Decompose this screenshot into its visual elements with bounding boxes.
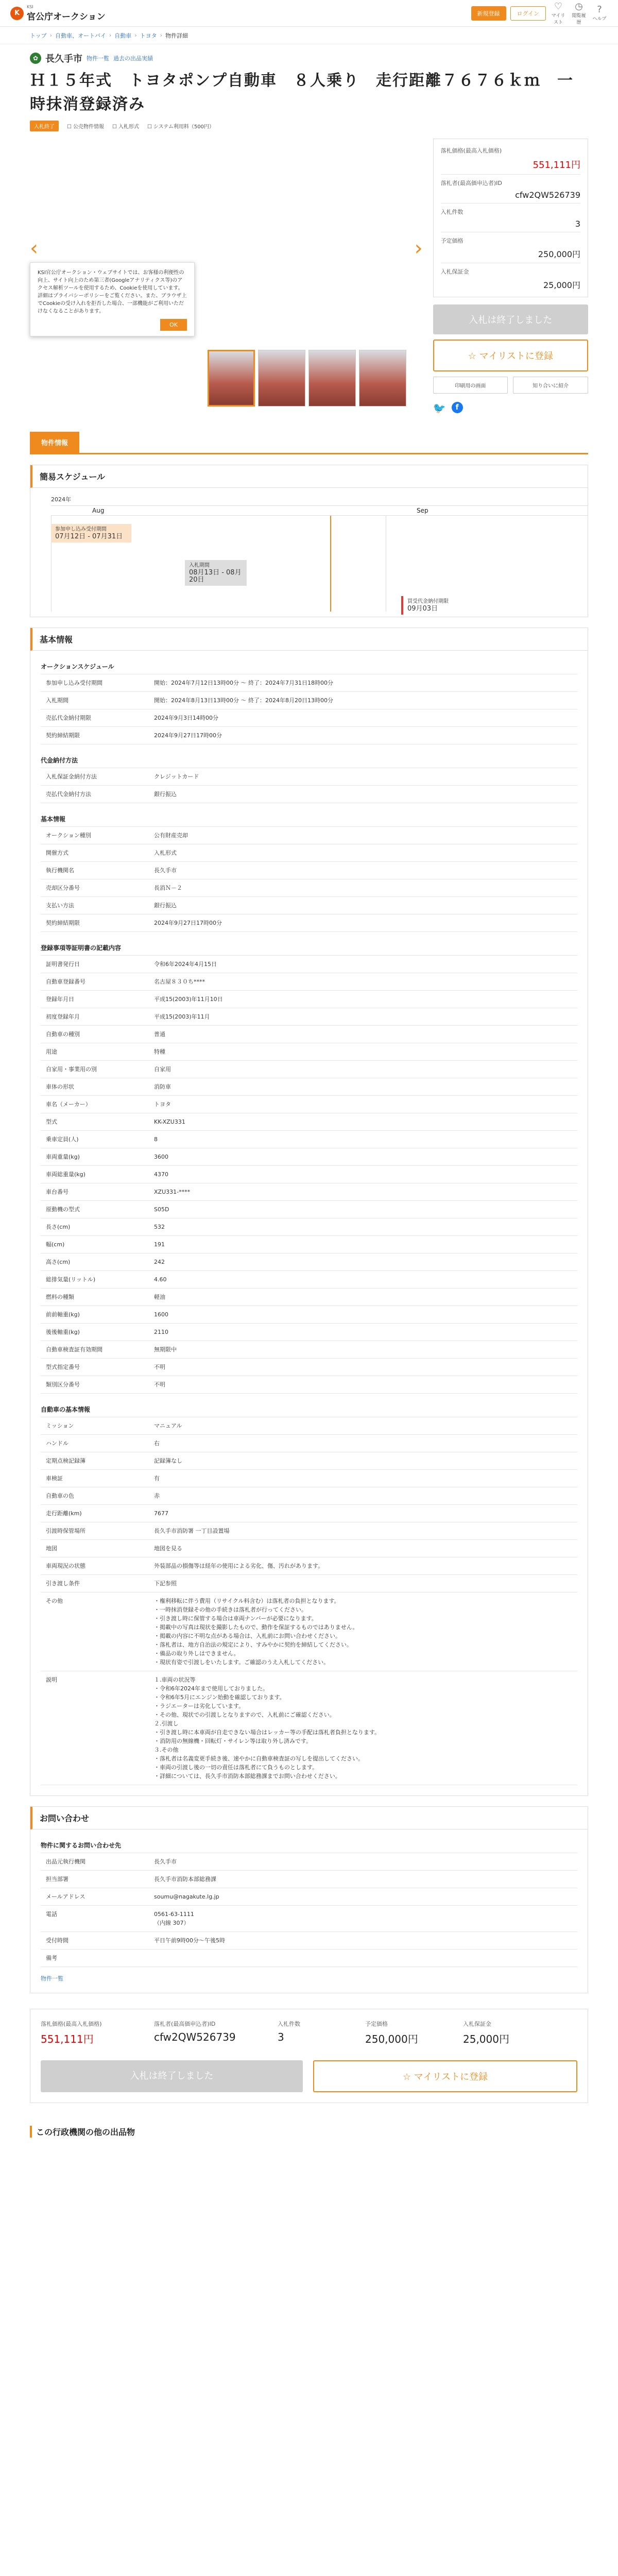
bottom-bidder-id: cfw2QW526739 — [154, 2031, 236, 2043]
info-row — [41, 1166, 577, 1183]
contact-section — [30, 1806, 588, 1993]
info-row — [41, 1505, 577, 1522]
org-history-link[interactable]: 過去の出品実績 — [113, 55, 153, 62]
info-value: マニュアル — [154, 1422, 182, 1429]
info-value: 入札形式 — [154, 850, 177, 856]
cookie-banner — [30, 262, 195, 336]
payment-table — [41, 768, 577, 803]
info-value: 外装部品の損傷等は経年の使用による劣化、傷、汚れがあります。 — [154, 1563, 324, 1569]
schedule-year: 2024年 — [51, 496, 71, 503]
bid-count: 3 — [575, 219, 580, 229]
info-key: 入札保証金納付方法 — [46, 773, 97, 780]
info-row — [41, 1271, 577, 1289]
info-key: 契約締結期限 — [46, 732, 80, 739]
info-key: 初度登録年月 — [46, 1013, 80, 1020]
info-key: 走行距離(km) — [46, 1510, 82, 1517]
tag-public-sale: ☐ 公売物件情報 — [67, 122, 104, 130]
info-row — [41, 727, 577, 744]
contact-heading: お問い合わせ — [30, 1807, 588, 1829]
info-key: メールアドレス — [46, 1893, 85, 1900]
info-value: 長久手市消防本部総務課 — [154, 1876, 216, 1883]
tag-bid-format: ☐ 入札形式 — [112, 122, 139, 130]
info-row — [41, 844, 577, 862]
info-key: 車検証 — [46, 1475, 63, 1482]
status-badge: 入札終了 — [30, 121, 59, 131]
tab-item-info[interactable]: 物件情報 — [30, 432, 79, 453]
today-marker — [330, 516, 331, 612]
info-value: 記録簿なし — [154, 1458, 182, 1464]
info-row — [41, 1008, 577, 1026]
info-value: 2024年9月27日17時00分 — [154, 920, 222, 926]
info-value: 2024年9月27日17時00分 — [154, 732, 222, 739]
deposit-label: 入札保証金 — [440, 268, 469, 275]
info-row — [41, 879, 577, 897]
image-gallery — [30, 139, 423, 413]
city-seal-icon: ✿ — [30, 53, 41, 64]
cookie-ok-button[interactable]: OK — [160, 319, 187, 331]
schedule-bar-application: 参加申し込み受付期間 07月12日 - 07月31日 — [51, 524, 131, 543]
registration-heading: 登録事項等証明書の記載内容 — [41, 944, 122, 952]
bid-count-label: 入札件数 — [440, 209, 464, 215]
breadcrumb-vehicles[interactable]: 自動車、オートバイ — [55, 32, 106, 39]
info-key: 車体の形状 — [46, 1083, 74, 1090]
contact-table — [41, 1853, 577, 1967]
info-row — [41, 1853, 577, 1871]
breadcrumb: トップ › 自動車、オートバイ › 自動車 › トヨタ › 物件詳細 — [0, 27, 618, 44]
bottom-price-bar: 落札価格(最高入札価格) 551,111円 落札者(最高価申込者)ID cfw2QW526739 入札件数 3 予定価格 250,000円 入札保証金 25,000円 入札は終了しました ☆ マイリストに登録 — [30, 2009, 588, 2103]
breadcrumb-top[interactable]: トップ — [30, 32, 47, 39]
thumbnail[interactable] — [308, 350, 356, 406]
info-row — [41, 709, 577, 727]
info-value: 名古屋８３０ち**** — [154, 978, 205, 985]
info-row — [41, 1289, 577, 1306]
info-value: 長久手市 — [154, 867, 177, 874]
schedule-bar-bidding: 入札期間 08月13日 - 08月20日 — [185, 560, 247, 586]
info-row — [41, 1148, 577, 1166]
info-value: 下記参照 — [154, 1580, 177, 1587]
info-value: 4.60 — [154, 1276, 167, 1283]
info-row — [41, 1201, 577, 1218]
site-header — [0, 0, 618, 27]
bottom-deposit: 25,000円 — [463, 2033, 509, 2045]
help-header-link[interactable]: ? ヘルプ — [591, 5, 608, 22]
info-key: 説明 — [46, 1676, 57, 1683]
info-value: トヨタ — [154, 1101, 171, 1108]
info-value: 開始：2024年8月13日13時00分 ～ 終了：2024年8月20日13時00分 — [154, 697, 333, 704]
info-value: 242 — [154, 1259, 165, 1265]
info-key: 引き渡し条件 — [46, 1580, 80, 1587]
basic-info-heading: 基本情報 — [30, 628, 588, 651]
info-row — [41, 1113, 577, 1131]
tag-system-fee: ☐ システム利用料（500円） — [147, 122, 214, 130]
contact-sub-heading: 物件に関するお問い合わせ先 — [41, 1842, 122, 1849]
info-value: S05D — [154, 1206, 169, 1213]
car-info-table — [41, 1417, 577, 1785]
info-key: 用途 — [46, 1048, 57, 1055]
mylist-header-link[interactable]: ♡ マイリスト — [550, 2, 566, 25]
schedule-chart — [30, 488, 588, 617]
schedule-section — [30, 465, 588, 617]
payment-heading: 代金納付方法 — [41, 757, 78, 764]
info-value: 無期限中 — [154, 1346, 177, 1353]
info-row — [41, 1888, 577, 1906]
info-row — [41, 1306, 577, 1324]
info-row — [41, 1522, 577, 1540]
info-value: 平日午前9時00分～午後5時 — [154, 1937, 225, 1944]
history-header-link[interactable]: ◷ 閲覧履歴 — [571, 2, 587, 25]
info-key: 燃料の種類 — [46, 1294, 74, 1300]
info-value: 不明 — [154, 1381, 165, 1388]
info-row — [41, 768, 577, 786]
info-row — [41, 1043, 577, 1061]
info-row — [41, 1376, 577, 1394]
info-row — [41, 1906, 577, 1932]
thumbnail-strip — [208, 350, 423, 406]
deposit: 25,000円 — [543, 280, 580, 290]
info-key: 前前軸重(kg) — [46, 1311, 80, 1318]
info-row — [41, 914, 577, 932]
info-value: 有 — [154, 1475, 160, 1482]
info-value: 公有財産売却 — [154, 832, 188, 839]
bottom-add-mylist-button[interactable]: ☆ マイリストに登録 — [313, 2060, 577, 2092]
info-value: 赤 — [154, 1493, 160, 1499]
info-row — [41, 1253, 577, 1271]
logo-mark: K — [10, 7, 24, 20]
base-info-heading: 基本情報 — [41, 816, 66, 823]
info-value: 長久手市 — [154, 1858, 177, 1865]
info-row — [41, 1026, 577, 1043]
print-button[interactable]: 印刷用の画面 — [433, 377, 508, 394]
bottom-bid-count: 3 — [278, 2031, 284, 2043]
info-row — [41, 1435, 577, 1452]
info-row — [41, 1932, 577, 1950]
bottom-bid-ended-button: 入札は終了しました — [41, 2060, 303, 2092]
item-title: Ｈ１５年式 トヨタポンプ自動車 ８人乗り 走行距離７６７６ｋｍ 一時抹消登録済み — [30, 72, 574, 113]
price-card — [433, 139, 588, 297]
facebook-icon[interactable]: f — [452, 402, 463, 413]
info-value: 令和6年2024年4月15日 — [154, 961, 217, 968]
info-key: オークション種別 — [46, 832, 91, 839]
info-key: 売却区分番号 — [46, 885, 80, 891]
info-value — [149, 1950, 577, 1967]
info-value: 1600 — [154, 1311, 168, 1318]
item-list-link[interactable]: 物件一覧 — [41, 1975, 63, 1982]
basic-info-section — [30, 628, 588, 1796]
info-key: 長さ(cm) — [46, 1224, 71, 1230]
info-row — [41, 1236, 577, 1253]
main-image[interactable] — [30, 139, 423, 381]
auction-schedule-heading: オークションスケジュール — [41, 663, 114, 670]
info-key: 登録年月日 — [46, 996, 74, 1003]
info-key: 参加申し込み受付期間 — [46, 680, 102, 686]
info-key: 引渡時保管場所 — [46, 1528, 85, 1534]
info-row — [41, 1557, 577, 1575]
info-key: 自動車検査証有効期間 — [46, 1346, 102, 1353]
info-key: 自動車登録番号 — [46, 978, 85, 985]
info-key: 売払代金納付方法 — [46, 791, 91, 798]
info-row — [41, 1324, 577, 1341]
info-value: ・権利移転に伴う費用（リサイクル料含む）は落札者の負担となります。 ・一時抹消登録その他の手続きは落札者が行ってください。 ・引き渡し時に保管する場合は車両ナンバーが必要になります。 ・掲載中の写真は現状を撮影したもので、動作を保証するものではありません。 ・掲載の内容に不明な点がある場合は、入札前にお問い合わせください。 ・落札者は、地方自治法の規定により、すみやかに契約を締結してください。 ・備品の取り外しはできません。 ・現状有姿で引渡しをいたします。ご確認のうえ入札してください。 — [154, 1598, 358, 1666]
thumbnail[interactable] — [208, 350, 255, 406]
info-key: 担当部署 — [46, 1876, 68, 1883]
info-row — [41, 1359, 577, 1376]
info-row — [41, 1417, 577, 1435]
info-key: 地図 — [46, 1545, 57, 1552]
info-key: 自家用・事業用の別 — [46, 1066, 97, 1073]
bottom-estimated-price: 250,000円 — [365, 2033, 418, 2045]
info-value: 普通 — [154, 1031, 165, 1038]
info-key: 乗車定員(人) — [46, 1136, 79, 1143]
info-key: 後後軸重(kg) — [46, 1329, 80, 1335]
info-row — [41, 1183, 577, 1201]
info-row — [41, 991, 577, 1008]
info-row — [41, 973, 577, 991]
info-row — [41, 955, 577, 973]
info-value: 8 — [154, 1136, 158, 1143]
info-key: 受付時間 — [46, 1937, 68, 1944]
car-info-heading: 自動車の基本情報 — [41, 1406, 91, 1413]
info-row — [41, 1218, 577, 1236]
share-button[interactable]: 知り合いに紹介 — [513, 377, 588, 394]
info-key: 幅(cm) — [46, 1241, 65, 1248]
breadcrumb-toyota[interactable]: トヨタ — [140, 32, 157, 39]
info-row — [41, 674, 577, 692]
info-row — [41, 1592, 577, 1671]
info-row — [41, 1871, 577, 1888]
thumbnail[interactable] — [258, 350, 305, 406]
item-tags — [30, 121, 588, 131]
info-row — [41, 692, 577, 709]
info-key: 売払代金納付期限 — [46, 715, 91, 721]
info-row — [41, 1096, 577, 1113]
info-value: KK-XZU331 — [154, 1118, 185, 1125]
estimated-price-label: 予定価格 — [440, 238, 464, 244]
info-key: 出品元執行機関 — [46, 1858, 85, 1865]
info-key: 高さ(cm) — [46, 1259, 71, 1265]
info-value: 532 — [154, 1224, 165, 1230]
org-row — [30, 52, 588, 65]
info-row — [41, 1540, 577, 1557]
info-value: 7677 — [154, 1510, 168, 1517]
info-value: 軽油 — [154, 1294, 165, 1300]
info-key: 車名（メーカー） — [46, 1101, 91, 1108]
bottom-current-price: 551,111円 — [41, 2033, 94, 2045]
info-key: 電話 — [46, 1911, 57, 1918]
auction-schedule-table — [41, 674, 577, 744]
info-value: 地図を見る — [154, 1545, 182, 1552]
heart-icon: ♡ — [554, 1, 563, 12]
info-key: 支払い方法 — [46, 902, 74, 909]
info-row — [41, 1452, 577, 1470]
registration-table — [41, 955, 577, 1394]
site-logo[interactable] — [10, 5, 106, 22]
current-price-label: 落札価格(最高入札価格) — [440, 147, 502, 154]
info-row — [41, 1341, 577, 1359]
info-value: 191 — [154, 1241, 165, 1248]
twitter-icon[interactable]: 🐦 — [433, 402, 446, 414]
other-items-heading: この行政機関の他の出品物 — [30, 2126, 588, 2138]
info-value: １.車両の状況等 ・令和6年2024年まで使用しておりました。 ・令和6年5月にエンジン始動を確認しております。 ・ラジエーターは劣化しています。 ・その他、現状での引渡しとなりますので、入札前にご確認ください。 ２.引渡し ・引き渡し時に本車両が自走できない場合はレッカー等の手配は落札者負担となります。 ・消防用の無線機・回転灯・サイレン等は取り外し済みです。 ３.その他 ・落札者は名義変更手続き後、速やかに自動車検査証の写しを提出してください。 ・車両の引渡し後の一切の責任は落札者にて負うものとします。 ・詳細については、長久手市消防本部総務課までお問い合わせください。 — [154, 1676, 381, 1780]
info-value: 銀行振込 — [154, 902, 177, 909]
info-key: 型式 — [46, 1118, 57, 1125]
info-key: ハンドル — [46, 1440, 68, 1447]
info-row — [41, 897, 577, 914]
info-key: 型式指定番号 — [46, 1364, 80, 1370]
prev-arrow-icon[interactable]: ‹ — [30, 236, 38, 260]
bidder-id: cfw2QW526739 — [515, 190, 580, 200]
info-key: 車両重量(kg) — [46, 1154, 80, 1160]
info-value: 平成15(2003)年11月10日 — [154, 996, 223, 1003]
info-key: 定期点検記録簿 — [46, 1458, 85, 1464]
info-value: 自家用 — [154, 1066, 171, 1073]
next-arrow-icon[interactable]: › — [414, 236, 423, 260]
info-value: 銀行振込 — [154, 791, 177, 798]
breadcrumb-cars[interactable]: 自動車 — [114, 32, 132, 39]
info-value: 消防車 — [154, 1083, 171, 1090]
register-button[interactable]: 新規登録 — [471, 6, 506, 21]
info-value: 0561-63-1111 （内線 307） — [154, 1911, 194, 1926]
logo-sub: KSI — [27, 4, 33, 9]
estimated-price: 250,000円 — [538, 249, 580, 259]
help-icon: ? — [597, 4, 602, 15]
info-key: 類別区分番号 — [46, 1381, 80, 1388]
org-items-link[interactable]: 物件一覧 — [87, 55, 109, 62]
info-key: 車両現況の状態 — [46, 1563, 85, 1569]
info-row — [41, 1575, 577, 1592]
month-row — [51, 505, 588, 516]
tab-bar — [30, 432, 588, 454]
info-key: 車台番号 — [46, 1189, 68, 1195]
info-value: 不明 — [154, 1364, 165, 1370]
info-key: 備考 — [46, 1955, 57, 1961]
info-row — [41, 786, 577, 803]
info-key: 自動車の種別 — [46, 1031, 80, 1038]
thumbnail[interactable] — [359, 350, 406, 406]
clock-icon: ◷ — [575, 1, 583, 12]
info-value: 2024年9月3日14時00分 — [154, 715, 218, 721]
month-aug: Aug — [92, 507, 105, 514]
info-key: ミッション — [46, 1422, 74, 1429]
info-row — [41, 1487, 577, 1505]
info-row — [41, 1671, 577, 1785]
info-row — [41, 1950, 577, 1967]
info-value: 特種 — [154, 1048, 165, 1055]
info-key: 開催方式 — [46, 850, 68, 856]
logo-title: 官公庁オークション — [27, 11, 106, 22]
info-value: 開始：2024年7月12日13時00分 ～ 終了：2024年7月31日18時00分 — [154, 680, 333, 686]
info-value: クレジットカード — [154, 773, 199, 780]
info-row — [41, 1078, 577, 1096]
schedule-bar-payment: 買受代金納付期限 09月03日 — [401, 596, 473, 615]
bidder-id-label: 落札者(最高価申込者)ID — [440, 180, 502, 187]
info-value: 3600 — [154, 1154, 168, 1160]
breadcrumb-current: 物件詳細 — [165, 32, 188, 39]
schedule-heading: 簡易スケジュール — [30, 465, 588, 488]
bid-ended-button: 入札は終了しました — [433, 304, 588, 334]
info-row — [41, 1061, 577, 1078]
org-name[interactable]: 長久手市 — [45, 54, 82, 64]
price-sidebar — [433, 139, 588, 413]
info-value: 平成15(2003)年11月 — [154, 1013, 210, 1020]
month-sep: Sep — [417, 507, 428, 514]
info-row — [41, 862, 577, 879]
info-key: 証明書発行日 — [46, 961, 80, 968]
info-key: 自動車の色 — [46, 1493, 74, 1499]
current-price: 551,111円 — [533, 160, 580, 171]
info-key: 車両総重量(kg) — [46, 1171, 85, 1178]
info-key: 入札期間 — [46, 697, 68, 704]
login-button[interactable]: ログイン — [510, 6, 546, 21]
info-row — [41, 1470, 577, 1487]
info-key: 執行機関名 — [46, 867, 74, 874]
info-value: 2110 — [154, 1329, 168, 1335]
info-row — [41, 826, 577, 844]
info-value: 長消Ｎ－２ — [154, 885, 182, 891]
add-mylist-button[interactable]: ☆ マイリストに登録 — [433, 340, 588, 371]
info-key: 契約締結期限 — [46, 920, 80, 926]
info-row — [41, 1131, 577, 1148]
info-key: 原動機の型式 — [46, 1206, 80, 1213]
info-value: XZU331-**** — [154, 1189, 191, 1195]
info-value: 長久手市消防署 一丁目設置場 — [154, 1528, 230, 1534]
info-key: その他 — [46, 1598, 63, 1604]
base-info-table — [41, 826, 577, 932]
info-value: 4370 — [154, 1171, 168, 1178]
cookie-text: KSI官公庁オークション・ウェブサイトでは、お客様の利便性の向上、サイト向上のため第三者(Googleアナリティクス等)のアクセス解析ツールを使用するため、Cookieを使用しています。詳細はプライバシーポリシーをご覧ください。また、ブラウザ上でCookieの受け入れを拒否した場合、一部機能がご利用いただけなくなることがあります。 — [38, 270, 187, 314]
info-key: 総排気量(リットル) — [46, 1276, 96, 1283]
info-value: 右 — [154, 1440, 160, 1447]
info-value: soumu@nagakute.lg.jp — [154, 1893, 219, 1900]
